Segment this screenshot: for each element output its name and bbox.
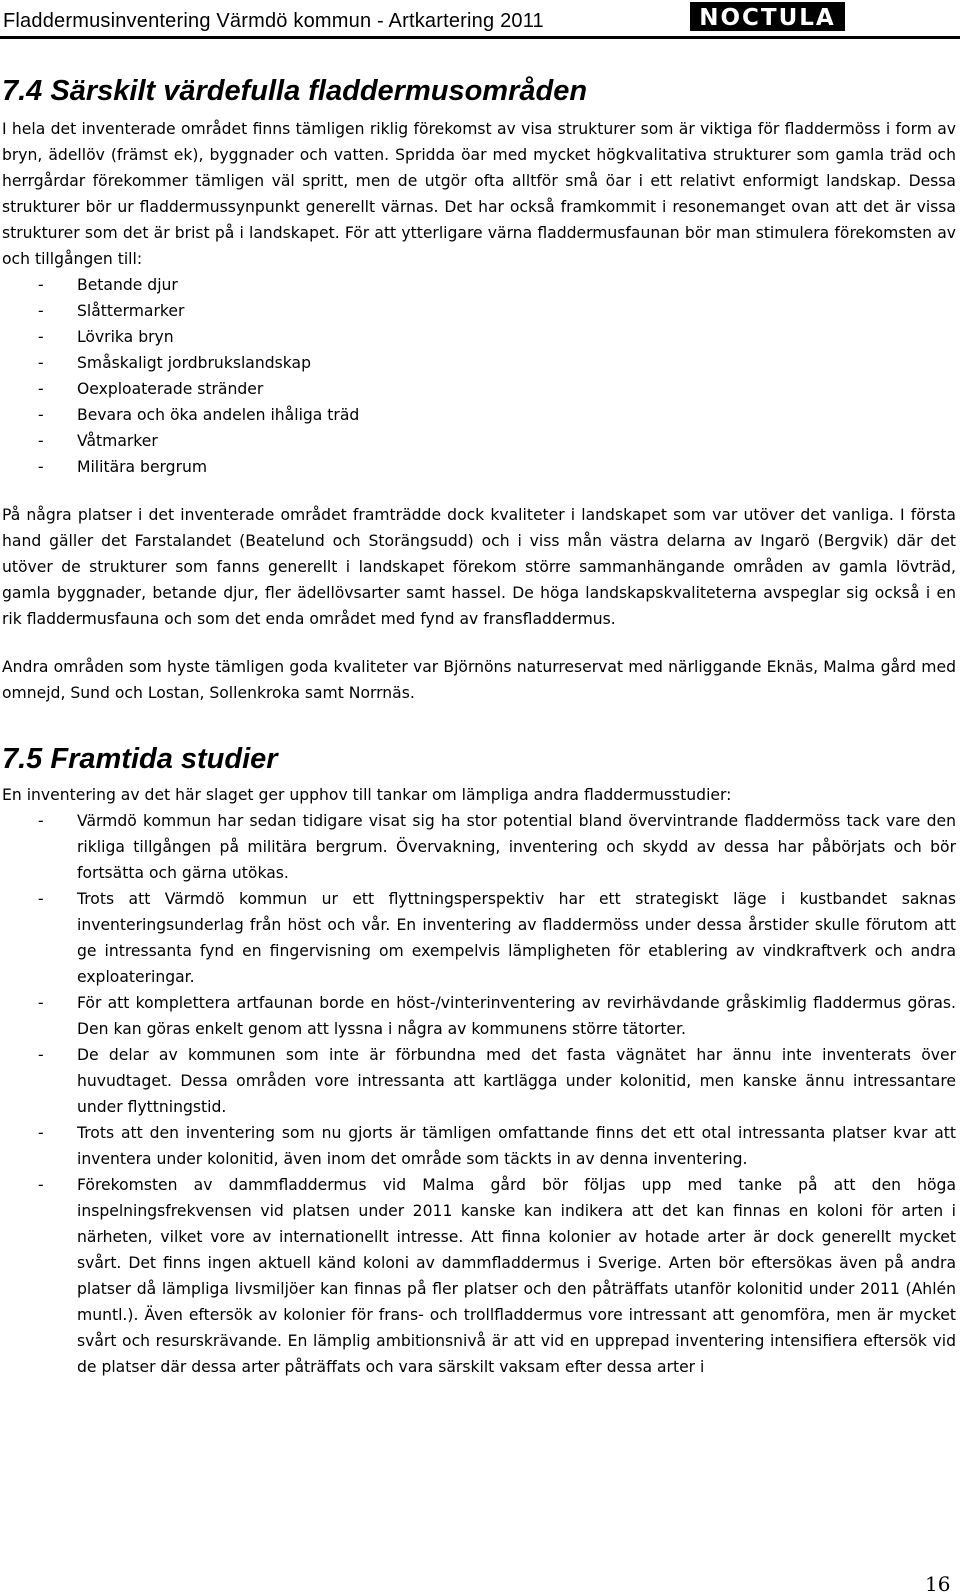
header-divider <box>0 36 960 39</box>
dash-marker: - <box>38 994 44 1012</box>
dash-marker: - <box>38 380 44 398</box>
list-item: - För att komplettera artfaunan borde en höst-/vinterinventering av revirhävdande gråskimlig fladdermus göras. Den kan göras enkelt genom att lyssna i några av kommunens större tätorter. <box>2 990 956 1042</box>
list-item: - Småskaligt jordbrukslandskap <box>2 350 956 376</box>
future-studies-list <box>2 808 956 1380</box>
document-title: Fladdermusinventering Värmdö kommun - Artkartering 2011 <box>3 10 544 32</box>
section-7-4-heading: 7.4 Särskilt värdefulla fladdermusområden <box>2 75 588 107</box>
dash-marker: - <box>38 458 44 476</box>
dash-marker: - <box>38 328 44 346</box>
list-item: - Bevara och öka andelen ihåliga träd <box>2 402 956 428</box>
structures-list <box>2 272 956 480</box>
section-7-4-paragraph-3: Andra områden som hyste tämligen goda kvaliteter var Björnöns naturreservat med närliggande Eknäs, Malma gård med omnejd, Sund och Lostan, Sollenkroka samt Norrnäs. <box>2 658 956 702</box>
noctula-logo: NOCTULA <box>690 2 845 31</box>
list-item: - De delar av kommunen som inte är förbundna med det fasta vägnätet har ännu inte inventerats över huvudtaget. Dessa områden vore intressanta att kartlägga under kolonitid, men kanske ännu intressantare under flyttningstid. <box>2 1042 956 1120</box>
dash-marker: - <box>38 890 44 908</box>
list-item: - Trots att den inventering som nu gjorts är tämligen omfattande finns det ett otal intressanta platser kvar att inventera under kolonitid, även inom det område som täckts in av denna inventering. <box>2 1120 956 1172</box>
list-item: - Förekomsten av dammfladdermus vid Malma gård bör följas upp med tanke på att den höga inspelningsfrekvensen vid platsen under 2011 kanske kan indikera att det kan finnas en koloni för arten i närheten, vilket vore av internationellt intresse. Att finna kolonier av hotade arter är dock generellt mycket svårt. Det finns ingen aktuell känd koloni av dammfladdermus i Sverige. Arten bör eftersökas även på andra platser då lämpliga livsmiljöer kan finnas på fler platser och den påträffats utanför kolonitid under 2011 (Ahlén muntl.). Även eftersök av kolonier för frans- och trollfladdermus vore intressant att genomföra, men är mycket svårt och resurskrävande. En lämplig ambitionsnivå är att vid en upprepad inventering intensifiera eftersök vid de platser där dessa arter påträffats och vara särskilt vaksam efter dessa arter i <box>2 1172 956 1380</box>
page-content <box>2 72 956 1380</box>
dash-marker: - <box>38 1176 44 1194</box>
list-item: - Våtmarker <box>2 428 956 454</box>
dash-marker: - <box>38 276 44 294</box>
dash-marker: - <box>38 354 44 372</box>
list-item: - Lövrika bryn <box>2 324 956 350</box>
dash-marker: - <box>38 432 44 450</box>
list-item: - Militära bergrum <box>2 454 956 480</box>
dash-marker: - <box>38 812 44 830</box>
dash-marker: - <box>38 1124 44 1142</box>
list-item: - Trots att Värmdö kommun ur ett flyttningsperspektiv har ett strategiskt läge i kustbandet saknas inventeringsunderlag från höst och vår. En inventering av fladdermöss under dessa årstider skulle förutom att ge intressanta fynd en fingervisning om exempelvis lämpligheten för etablering av vindkraftverk och andra exploateringar. <box>2 886 956 990</box>
section-7-4-paragraph-2: På några platser i det inventerade området framträdde dock kvaliteter i landskapet som var utöver det vanliga. I första hand gäller det Farstalandet (Beatelund och Storängsudd) och i viss mån västra delarna av Ingarö (Bergvik) där det utöver de strukturer som fanns generellt i landskapet förekom större sammanhängande områden av gamla lövträd, gamla byggnader, betande djur, fler ädellövsarter samt hassel. De höga landskapskvaliteterna avspeglar sig också i en rik fladdermusfauna och som det enda området med fynd av fransfladdermus. <box>2 506 956 628</box>
section-7-5-heading: 7.5 Framtida studier <box>2 743 278 775</box>
section-7-5-intro: En inventering av det här slaget ger upphov till tankar om lämpliga andra fladdermusstudier: <box>2 786 732 804</box>
list-item: - Slåttermarker <box>2 298 956 324</box>
list-item: - Betande djur <box>2 272 956 298</box>
dash-marker: - <box>38 302 44 320</box>
list-item: - Oexploaterade stränder <box>2 376 956 402</box>
section-7-4-intro: I hela det inventerade området finns tämligen riklig förekomst av visa strukturer som är viktiga för fladdermöss i form av bryn, ädellöv (främst ek), byggnader och vatten. Spridda öar med mycket högkvalitativa strukturer som gamla träd och herrgårdar förekommer tämligen väl spritt, men de utgör ofta alltför små öar i ett relativt enformigt landskap. Dessa strukturer bör ur fladdermussynpunkt generellt värnas. Det har också framkommit i resonemanget ovan att det är vissa strukturer som det är brist på i landskapet. För att ytterligare värna fladdermusfaunan bör man stimulera förekomsten av och tillgången till: <box>2 120 956 268</box>
dash-marker: - <box>38 406 44 424</box>
page-number: 16 <box>925 1572 951 1596</box>
dash-marker: - <box>38 1046 44 1064</box>
list-item: - Värmdö kommun har sedan tidigare visat sig ha stor potential bland övervintrande fladdermöss tack vare den rikliga tillgången på militära bergrum. Övervakning, inventering och skydd av dessa har påbörjats och bör fortsätta och gärna utökas. <box>2 808 956 886</box>
